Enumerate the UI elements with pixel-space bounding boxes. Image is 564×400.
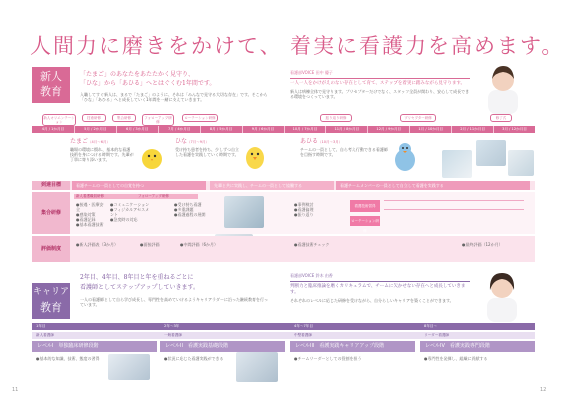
stage3-sub: （10月〜3月）	[318, 140, 343, 144]
level-4-text: ●専門性を発揮し、組織に貢献する	[424, 356, 488, 361]
stage1-title: たまご	[70, 138, 89, 145]
duck-illustration	[392, 140, 418, 172]
career-voice	[290, 273, 470, 303]
training-list-1	[76, 202, 106, 227]
month-cell: 4月 / 1か月目	[41, 127, 65, 131]
voice-name: 田中 優子	[315, 70, 333, 75]
role-2: 一般看護師	[164, 333, 182, 337]
goal-label: 到達目標	[32, 181, 70, 190]
goal-2: 先輩と共に実践し、チームの一員として協働する	[210, 181, 334, 190]
training-head-2: フォローアップ研修	[136, 194, 198, 199]
photo-level-2	[236, 352, 278, 382]
career-lead-line1: 2年目、4年目、8年目と年を重ねるごとに	[80, 274, 194, 281]
role-bar	[32, 332, 535, 339]
training-item: ●基本看護技術	[76, 222, 104, 227]
training-item: ●振り返り	[294, 212, 314, 217]
chip-orientation: 新人オリエンテーション	[43, 116, 75, 124]
newbie-intro	[80, 70, 270, 88]
month-cell: 6月 / 3か月目	[116, 126, 158, 133]
month-cell: 3月 / 12か月目	[493, 126, 535, 133]
stage2-title: ひな	[175, 138, 188, 145]
stage2-sub: （7月〜9月）	[187, 140, 209, 144]
month-cell: 9月 / 6か月目	[242, 126, 284, 133]
level-2: レベルII 看護実践基礎段階	[160, 341, 285, 352]
goal-row	[32, 181, 535, 190]
career-badge	[32, 283, 70, 319]
training-item: ●事例検討	[294, 202, 314, 207]
eval-4: ●看護技術チェック	[294, 242, 330, 247]
level-2-text: ●状況に応じた看護実践ができる	[164, 356, 224, 361]
training-box-skill: 看護技術習得	[350, 200, 380, 212]
newbie-body: 入職してすぐ新人は、まるで「たまご」のように、それは「みんなで見守る大切な存在」です。そこから「ひな」「あひる」へと成長していく1年間を一緒に支えていきます。	[80, 92, 268, 102]
career-nurse-portrait	[478, 266, 526, 322]
training-item: ●多重課題	[174, 207, 194, 212]
training-list-2	[110, 202, 150, 222]
career-lead-line2: 看護師としてステップアップしていきます。	[80, 284, 199, 291]
training-row	[32, 192, 535, 234]
training-label: 集合研修	[32, 192, 70, 234]
month-cell: 10月 / 7か月目	[284, 126, 326, 133]
stage1-sub: （4月〜6月）	[88, 140, 110, 144]
chip-completion: 修了式	[490, 114, 512, 122]
voice-lead: 一人一人をかけがえのない存在として育て、ステップを着実に踏みながら見守ります。	[290, 81, 465, 86]
training-head-1: 新人看護職員研修	[74, 194, 136, 199]
training-item: ●フィジカルアセスメント	[110, 207, 150, 217]
training-item: ●接遇・医療安全	[76, 202, 104, 212]
page-number-right: 12	[540, 387, 547, 393]
training-item: ●看護過程の展開	[174, 212, 206, 217]
chip-skill: 技術研修	[82, 114, 106, 122]
nurse-portrait	[480, 60, 526, 114]
month-cell: 1月 / 10か月目	[409, 126, 451, 133]
training-item: ●急変時の対応	[110, 217, 138, 222]
career-voice-body: それぞれのレベルに応じた研修を受けながら、自分らしいキャリアを築くことができます。	[290, 298, 454, 303]
role-3: 中堅看護師	[294, 333, 312, 337]
chick-illustration-2	[243, 142, 267, 170]
newbie-badge-line2: 教育	[40, 85, 62, 98]
training-item: ●コミュニケーション	[110, 202, 150, 207]
photo-ward-3	[508, 150, 534, 176]
role-1: 新人看護師	[36, 333, 54, 337]
month-cell: 5月 / 2か月目	[74, 126, 116, 133]
training-list-4	[294, 202, 344, 217]
headline-right: 着実に看護力を高めます。	[290, 34, 564, 58]
training-item: ●看護倫理	[294, 207, 314, 212]
page-number-left: 11	[12, 387, 19, 393]
chip-followup: フォローアップ研修	[142, 114, 174, 126]
eval-3: ●中間評価（6か月）	[180, 242, 219, 247]
stage3-title: あひる	[300, 138, 319, 145]
career-lead	[80, 273, 280, 293]
stage2-text: 受け持ち患者を持ち、少しずつ自立した看護を実践していく時期です。	[175, 147, 239, 157]
eval-2: ●面接評価	[140, 242, 160, 247]
training-item: ●看護記録	[76, 217, 96, 222]
career-voice-name: 鈴木 由香	[315, 273, 333, 278]
training-box-rotation: ローテーション研修	[350, 216, 380, 226]
year-1: 1年目	[36, 324, 46, 328]
year-3: 4年〜7年目	[294, 324, 313, 328]
level-3-text: ●チームリーダーとしての役割を担う	[294, 356, 362, 361]
career-badge-line1: キャリア	[32, 287, 69, 297]
month-cell: 7月 / 4か月目	[158, 126, 200, 133]
photo-ward-1	[442, 150, 472, 178]
level-4: レベルIV 看護実践専門段階	[420, 341, 535, 352]
month-cell: 2月 / 11か月目	[451, 126, 493, 133]
headline-left: 人間力に磨きをかけて、	[30, 34, 283, 58]
career-body: 一人の看護師として自ら学び成長し、専門性を高めていけるようキャリアラダーに沿った継続教育を行っています。	[80, 297, 268, 307]
voice-body: 新人は病棟全体で見守ります。プリセプターだけでなく、スタッフ全員が関わり、安心して成長できる環境をつくっています。	[290, 89, 470, 99]
level-3: レベルIII 看護実践キャリアアップ段階	[290, 341, 415, 352]
training-item: ●感染対策	[76, 212, 96, 217]
month-cell: 12月 / 9か月目	[367, 126, 409, 133]
evaluation-label: 評価制度	[32, 236, 70, 262]
chip-group: 集合研修	[112, 114, 136, 122]
eval-1: ●新人評価表（3か月）	[76, 242, 119, 247]
training-item: ●受け持ち看護	[174, 202, 202, 207]
photo-level-1	[108, 354, 150, 380]
month-cell: 8月 / 5か月目	[200, 126, 242, 133]
stage-hina	[175, 136, 285, 157]
year-4: 8年目〜	[424, 324, 438, 328]
newbie-intro-line2: 「ひな」から「あひる」へとはぐくむ1年間です。	[80, 80, 216, 87]
photo-ward-2	[476, 140, 506, 166]
goal-1: 看護チームの一員としての自覚を持つ	[72, 181, 206, 190]
training-notes	[384, 198, 524, 218]
stage1-text: 職場の環境に慣れ、基本的な看護技術を身につける時期です。先輩が丁寧に寄り添います。	[70, 147, 134, 162]
newbie-intro-line1: 「たまご」のあなたをあたたかく見守り、	[80, 71, 195, 78]
training-list-3	[174, 202, 214, 217]
goal-3: 看護チームメンバーの一員として自立して看護を実践する	[336, 181, 530, 190]
chip-rotation: ローテーション研修	[182, 114, 218, 122]
newbie-badge	[32, 67, 70, 103]
newbie-badge-line1: 新人	[40, 70, 62, 83]
chip-preceptor: プリセプター研修	[400, 114, 436, 122]
chip-reflection: 振り返り研修	[320, 114, 352, 122]
newbie-voice	[290, 70, 470, 99]
evaluation-row	[32, 236, 535, 262]
career-voice-lead: 判断力と臨床推論を磨くカリキュラムで、チームに欠かせない存在へと成長していきます。	[290, 284, 466, 295]
year-2: 2年〜3年	[164, 324, 180, 328]
level-1: レベルI 単独臨床研修段階	[32, 341, 157, 352]
role-4: リーダー看護師	[424, 333, 450, 337]
career-voice-title: 看護部VOICE	[290, 273, 315, 278]
eval-5: ●最終評価（12か月）	[462, 242, 503, 247]
voice-title: 看護部VOICE	[290, 70, 315, 75]
level-1-text: ●基本的な知識、技術、態度の習得	[36, 356, 100, 361]
chick-illustration-1	[140, 142, 164, 170]
photo-training	[224, 196, 264, 228]
stage3-text: チームの一員として、自ら考え行動できる看護師を目指す時期です。	[300, 147, 388, 157]
month-cell: 11月 / 8か月目	[325, 126, 367, 133]
career-badge-line2: 教育	[40, 301, 62, 314]
